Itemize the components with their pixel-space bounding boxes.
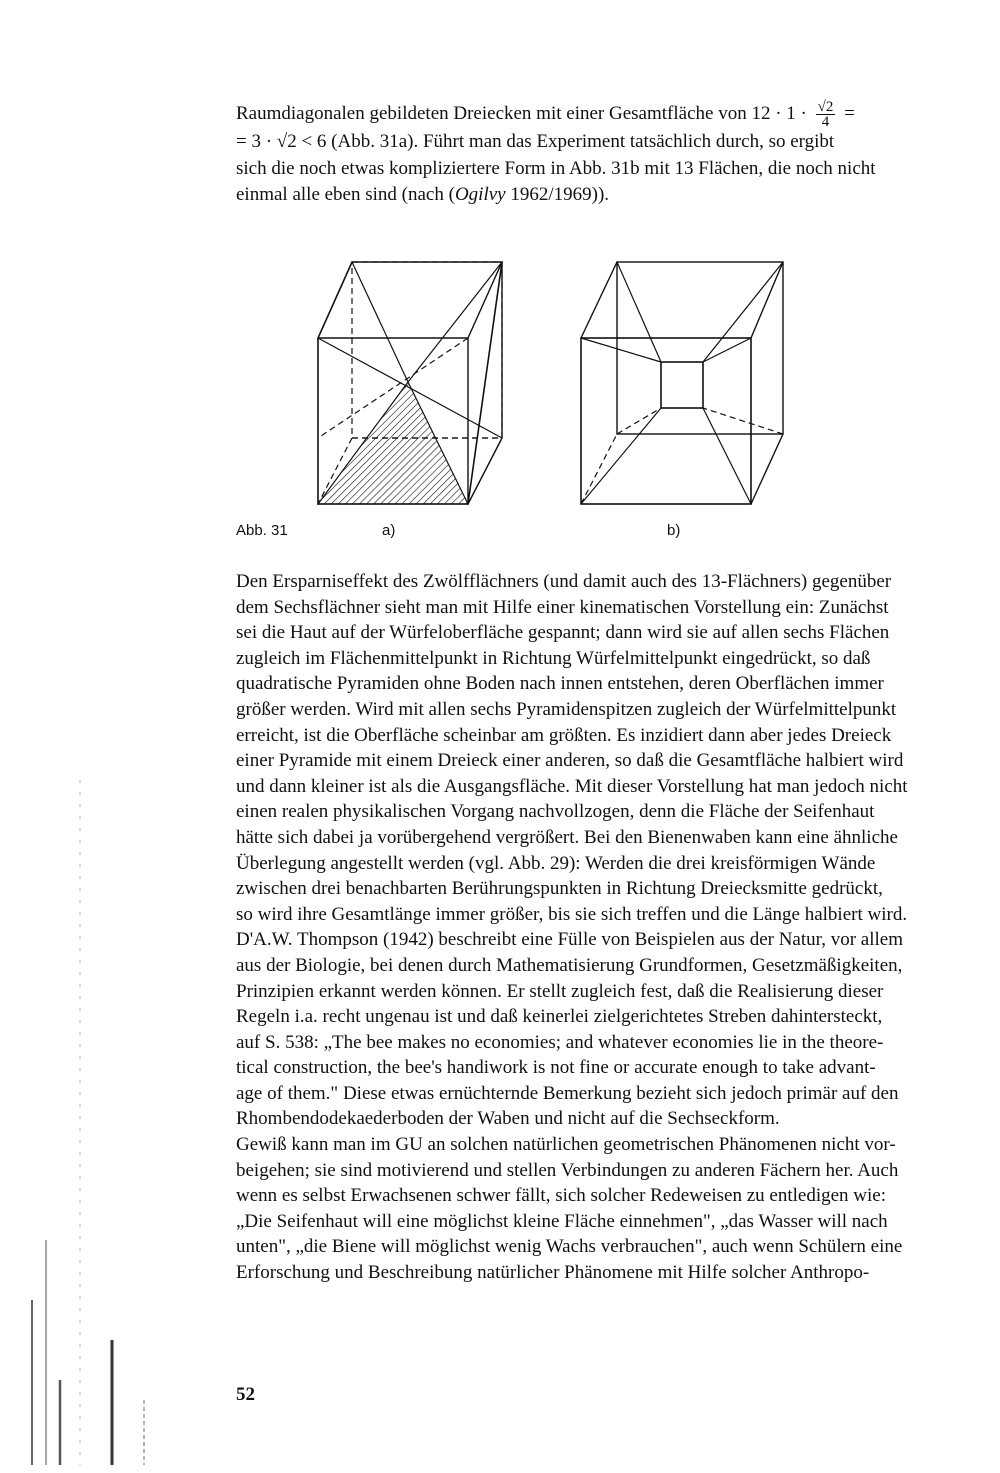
body-line: „Die Seifenhaut will eine möglichst kleine Fläche einnehmen", „das Wasser will nach <box>236 1210 888 1232</box>
body-line: Regeln i.a. recht ungenau ist und daß keinerlei zielgerichtetes Streben dahintersteckt, <box>236 1006 883 1028</box>
body-line: Rhombendodekaederboden der Waben und nicht auf die Sechseckform. <box>236 1108 780 1130</box>
main-paragraph <box>236 569 996 1286</box>
scan-artifact-lines <box>20 780 160 1470</box>
top-line-1-text: Raumdiagonalen gebildeten Dreiecken mit einer Gesamtfläche von 12 · 1 · <box>236 102 807 124</box>
top-line-1-equals: = <box>844 102 855 124</box>
body-line: Gewiß kann man im GU an solchen natürlichen geometrischen Phänomenen nicht vor- <box>236 1134 896 1156</box>
page-number: 52 <box>236 1384 255 1405</box>
top-paragraph <box>236 100 956 209</box>
hatched-triangle <box>318 382 468 504</box>
body-line: Prinzipien erkannt werden können. Er stellt zugleich fest, daß die Realisierung dieser <box>236 980 884 1002</box>
body-line: unten", „die Biene will möglichst wenig Wachs verbrauchen", auch wenn Schülern eine <box>236 1236 903 1258</box>
body-line: age of them." Diese etwas ernüchternde Bemerkung bezieht sich jedoch primär auf den <box>236 1082 899 1104</box>
body-line: Den Ersparniseffekt des Zwölfflächners (und damit auch des 13-Flächners) gegenüber <box>236 571 892 592</box>
body-line: dem Sechsflächner sieht man mit Hilfe einer kinematischen Vorstellung ein: Zunächst <box>236 596 889 618</box>
body-line: beigehen; sie sind motivierend und stellen Verbindungen zu anderen Fächern her. Auch <box>236 1159 899 1181</box>
top-line-4-prefix: einmal alle eben sind (nach ( <box>236 184 455 205</box>
body-line: erreicht, ist die Oberfläche scheinbar am größten. Es inzidiert dann aber jedes Dreieck <box>236 724 892 746</box>
fraction-denominator: 4 <box>821 114 830 130</box>
top-line-2: = 3 · √2 < 6 (Abb. 31a). Führt man das Experiment tatsächlich durch, so ergibt <box>236 131 835 152</box>
body-line: sei die Haut auf der Würfeloberfläche gespannt; dann wird sie auf allen sechs Flächen <box>236 622 890 644</box>
body-line: hätte sich dabei ja vorübergehend vergrößert. Bei den Bienenwaben kann eine ähnliche <box>236 826 898 848</box>
body-line: Überlegung angestellt werden (vgl. Abb. 29): Werden die drei kreisförmigen Wände <box>236 852 876 874</box>
body-line: zugleich im Flächenmittelpunkt in Richtung Würfelmittelpunkt eingedrückt, so daß <box>236 647 871 669</box>
body-line: aus der Biologie, bei denen durch Mathematisierung Grundformen, Gesetzmäßigkeiten, <box>236 954 903 976</box>
body-line: größer werden. Wird mit allen sechs Pyramidenspitzen zugleich der Würfelmittelpunkt <box>236 698 897 720</box>
body-line: auf S. 538: „The bee makes no economies; and whatever economies lie in the theore- <box>236 1031 884 1053</box>
top-line-3: sich die noch etwas kompliziertere Form in Abb. 31b mit 13 Flächen, die noch nicht <box>236 157 876 179</box>
body-line: und dann kleiner ist als die Ausgangsfläche. Mit dieser Vorstellung hat man jedoch nicht <box>236 775 908 797</box>
author-name-italic: Ogilvy <box>454 184 506 205</box>
fraction-sqrt2-over-4 <box>816 100 836 129</box>
body-line: tical construction, the bee's handiwork is not fine or accurate enough to take advant- <box>236 1057 876 1079</box>
body-line: Erforschung und Beschreibung natürlicher Phänomene mit Hilfe solcher Anthropo- <box>236 1262 870 1284</box>
body-line: quadratische Pyramiden ohne Boden nach innen entstehen, deren Oberflächen immer <box>236 673 884 695</box>
body-line: wenn es selbst Erwachsenen schwer fällt, sich solcher Redeweisen zu entledigen wie: <box>236 1185 886 1207</box>
body-line: einer Pyramide mit einem Dreieck einer anderen, so daß die Gesamtfläche halbiert wird <box>236 750 904 772</box>
figure-31a-cube-diagram <box>308 258 508 508</box>
figure-31b-cube-diagram <box>577 258 787 508</box>
fraction-numerator: √2 <box>817 99 834 115</box>
body-line: zwischen drei benachbarten Berührungspunkten in Richtung Dreiecksmitte gedrückt, <box>236 878 883 900</box>
figure-label-a: a) <box>382 522 396 539</box>
top-line-1 <box>236 100 956 129</box>
figure-caption: Abb. 31 <box>236 522 288 539</box>
body-line: so wird ihre Gesamtlänge immer größer, bis sie sich treffen und die Länge halbiert wird. <box>236 903 908 925</box>
top-line-4 <box>236 182 956 209</box>
body-line: D'A.W. Thompson (1942) beschreibt eine Fülle von Beispielen aus der Natur, vor allem <box>236 929 903 951</box>
body-line: einen realen physikalischen Vorgang nachvollzogen, denn die Fläche der Seifenhaut <box>236 801 875 823</box>
top-line-4-suffix: 1962/1969)). <box>505 184 610 205</box>
figure-label-b: b) <box>667 522 681 539</box>
